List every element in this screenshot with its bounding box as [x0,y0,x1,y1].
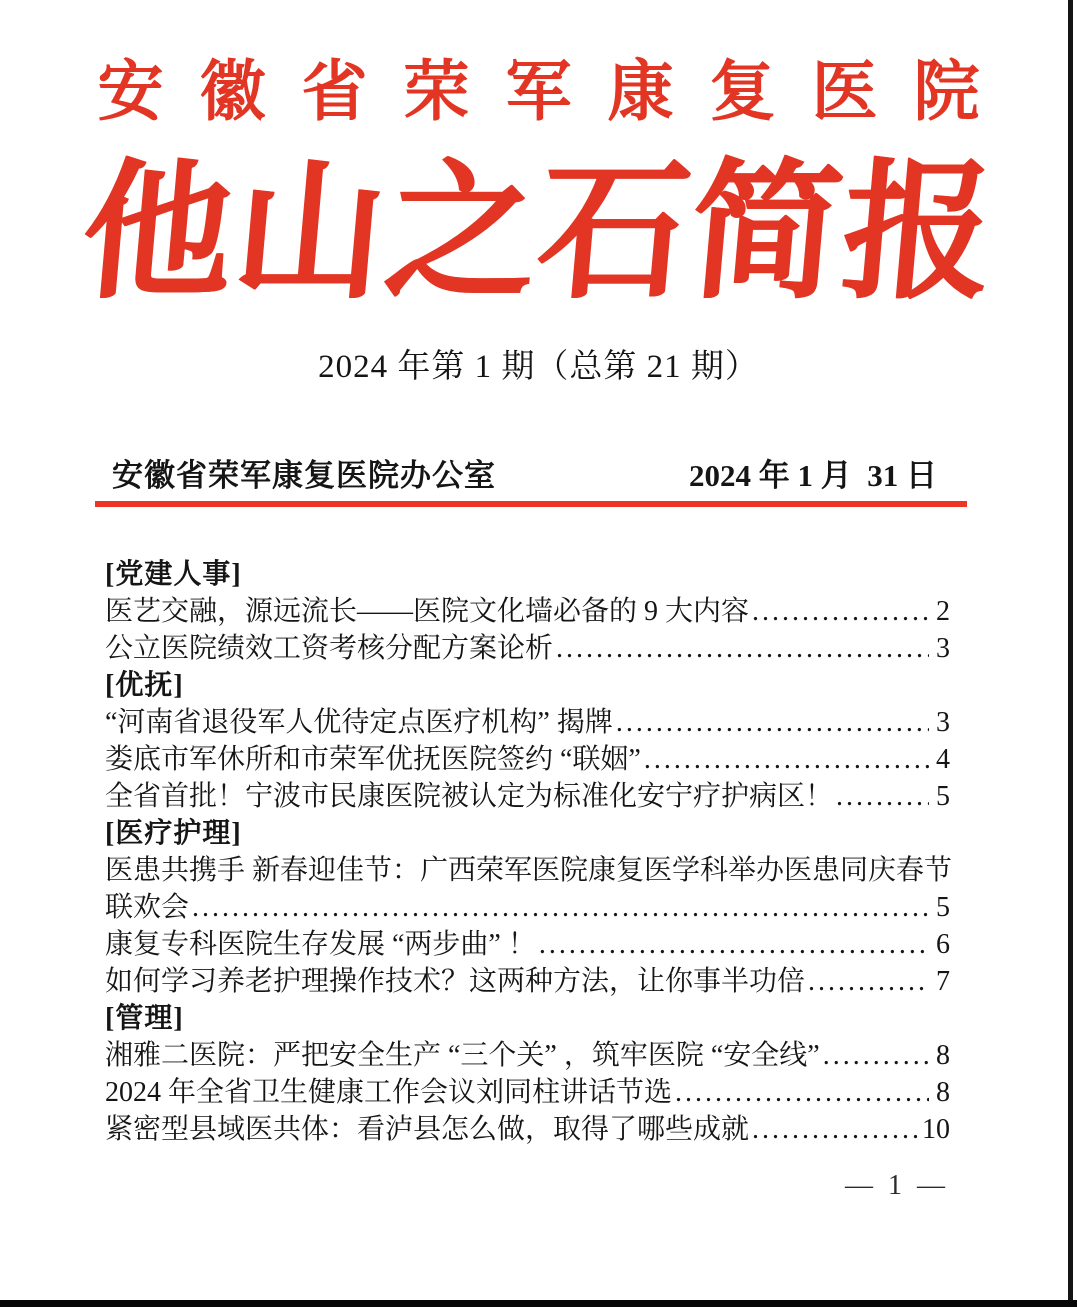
toc-entry-title: 公立医院绩效工资考核分配方案论析 [105,633,554,664]
toc-entry-title: 医艺交融，源远流长——医院文化墙必备的 9 大内容 [105,596,750,627]
issue-line: 2024 年第 1 期（总第 21 期） [318,349,759,385]
toc-entry-title: 全省首批！宁波市民康医院被认定为标准化安宁疗护病区！ [105,781,834,812]
dot-leader [675,1074,929,1111]
toc-entry [105,593,950,630]
toc-entry-title: 如何学习养老护理操作技术？这两种方法，让你事半功倍 [105,966,806,997]
toc-section-header: [管理] [105,1003,184,1034]
toc-entry-page: 2 [936,596,950,627]
toc-entry-page: 7 [936,966,950,997]
toc-entry [105,778,950,815]
publishing-office: 安徽省荣军康复医院办公室 [112,458,496,493]
scan-edge-bottom [0,1300,1077,1307]
publication-date: 2024 年 1 月 31 日 [689,458,937,493]
page-number: — 1 — [845,1170,949,1201]
toc-entry-page: 6 [936,929,950,960]
red-divider-rule [95,501,967,507]
masthead-title: 他山之石简报 [75,151,1002,317]
toc-section-header: [优抚] [105,670,184,701]
dot-leader [752,593,929,630]
toc-entry-title: 紧密型县域医共体：看泸县怎么做，取得了哪些成就 [105,1114,750,1145]
dot-leader [192,889,929,926]
toc-entry [105,926,950,963]
toc-entry [105,889,950,926]
dot-leader [644,741,929,778]
toc-entry-title: 2024 年全省卫生健康工作会议刘同柱讲话节选 [105,1077,673,1108]
toc-entry [105,630,950,667]
toc-entry-page: 3 [936,633,950,664]
toc-entry-title: 康复专科医院生存发展 “两步曲” ！ [105,929,536,960]
toc-entry [105,1037,950,1074]
dot-leader [539,926,929,963]
dot-leader [823,1037,929,1074]
toc-entry-page: 5 [936,781,950,812]
toc-entry-title: 娄底市军休所和市荣军优抚医院签约 “联姻” [105,744,641,775]
dot-leader [752,1111,919,1148]
dot-leader [808,963,929,1000]
toc-entry-title: “河南省退役军人优待定点医疗机构” 揭牌 [105,707,613,738]
toc-entry [105,1074,950,1111]
toc-entry [105,704,950,741]
toc-entry [105,963,950,1000]
dot-leader [836,778,929,815]
scan-edge-right [1068,0,1073,1307]
dot-leader [556,630,929,667]
organization-name: 安徽省荣军康复医院 [97,56,1016,129]
toc-section-header: [党建人事] [105,559,242,590]
toc-entry-title: 联欢会 [105,892,190,923]
toc-entry-page: 8 [936,1077,950,1108]
toc-entry-title: 湘雅二医院：严把安全生产 “三个关” ，筑牢医院 “安全线” [105,1040,820,1071]
toc-entry-page: 8 [936,1040,950,1071]
toc-entry-page: 10 [922,1114,950,1145]
dot-leader [616,704,929,741]
toc-entry-title: 医患共携手 新春迎佳节：广西荣军医院康复医学科举办医患同庆春节 [105,855,953,886]
table-of-contents [105,556,953,1148]
toc-entry-page: 5 [936,892,950,923]
publication-info-row [112,450,937,495]
toc-entry [105,741,950,778]
toc-entry [105,1111,950,1148]
toc-entry-page: 4 [936,744,950,775]
toc-section-header: [医疗护理] [105,818,242,849]
toc-entry [105,852,953,889]
toc-entry-page: 3 [936,707,950,738]
